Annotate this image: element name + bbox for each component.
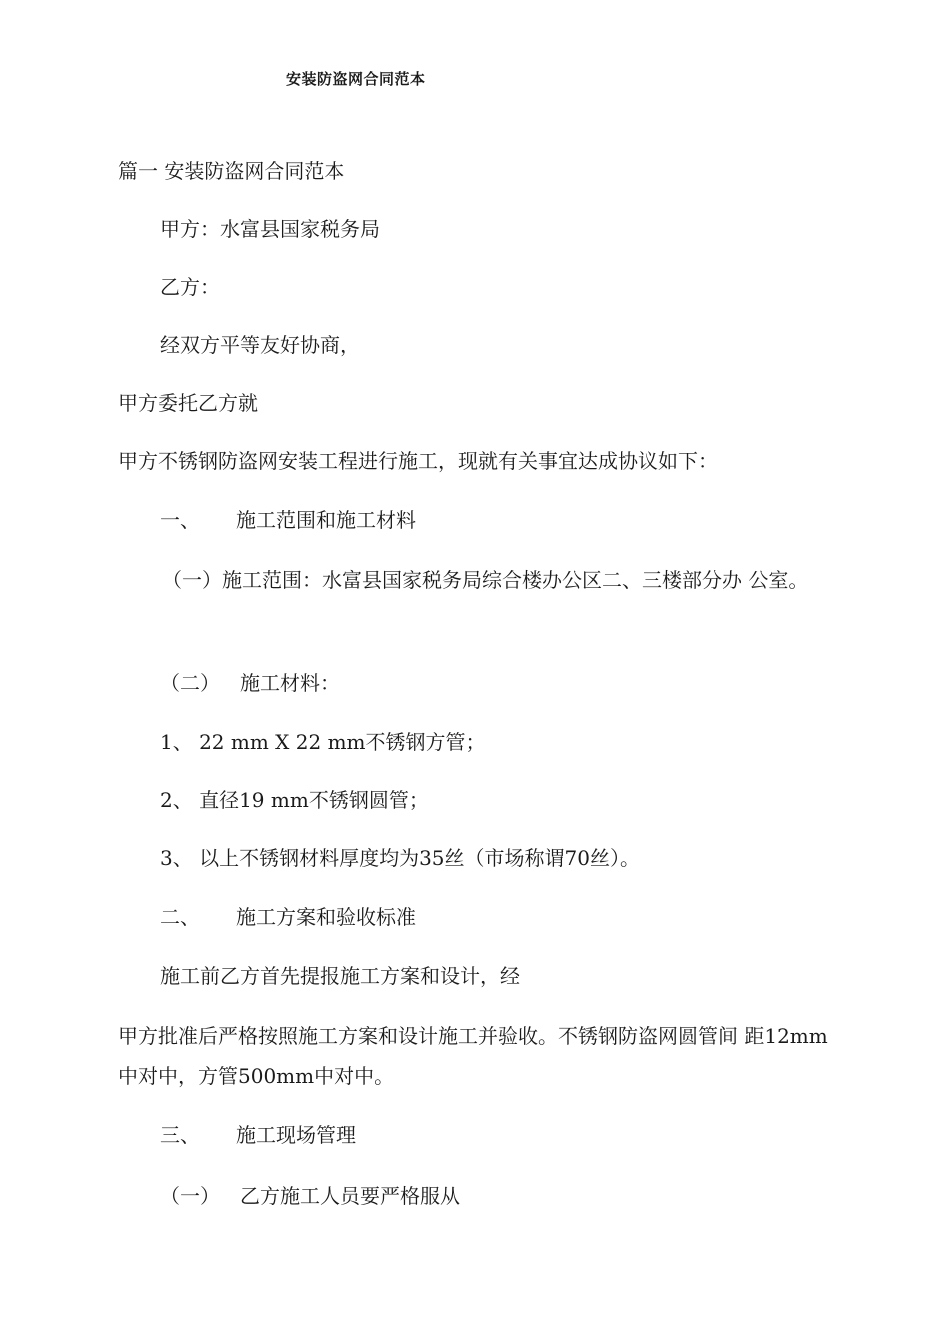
section-number: 一、 — [160, 508, 200, 532]
subsection-title: 施工材料： — [240, 671, 340, 695]
document-title: 安装防盗网合同范本 — [286, 70, 426, 88]
subsection-heading — [160, 1183, 460, 1209]
party-b: 乙方： — [160, 275, 220, 299]
section-heading-1 — [160, 507, 416, 533]
section-title: 施工范围和施工材料 — [236, 508, 416, 532]
list-item: 3、 以上不锈钢材料厚度均为35丝（市场称谓70丝）。 — [160, 846, 640, 870]
section-heading-2 — [160, 904, 416, 930]
acceptance-paragraph: 甲方批准后严格按照施工方案和设计施工并验收。不锈钢防盗网圆管间 距12mm中对中，方管500mm中对中。 — [118, 1024, 828, 1088]
subsection-number: （一） — [160, 1184, 220, 1208]
section-title: 施工方案和验收标准 — [236, 905, 416, 929]
subsection-heading — [160, 670, 340, 696]
section-number: 二、 — [160, 905, 200, 929]
list-item: 2、 直径19 mm不锈钢圆管； — [160, 788, 429, 812]
paragraph-line: 甲方不锈钢防盗网安装工程进行施工，现就有关事宜达成协议如下： — [118, 449, 718, 473]
section-number: 三、 — [160, 1123, 200, 1147]
list-item: 1、 22 mm X 22 mm不锈钢方管； — [160, 730, 486, 754]
section-heading-3 — [160, 1122, 356, 1148]
section-title: 施工现场管理 — [236, 1123, 356, 1147]
subsection-number: （二） — [160, 671, 220, 695]
scope-paragraph: （一）施工范围：水富县国家税务局综合楼办公区二、三楼部分办 公室。 — [162, 568, 809, 592]
party-a: 甲方：水富县国家税务局 — [160, 217, 380, 241]
chapter-heading: 篇一 安装防盗网合同范本 — [118, 159, 345, 183]
subsection-title: 乙方施工人员要严格服从 — [240, 1184, 460, 1208]
paragraph-line: 施工前乙方首先提报施工方案和设计，经 — [160, 964, 520, 988]
paragraph-line: 甲方委托乙方就 — [118, 391, 258, 415]
paragraph-line: 经双方平等友好协商， — [160, 333, 360, 357]
